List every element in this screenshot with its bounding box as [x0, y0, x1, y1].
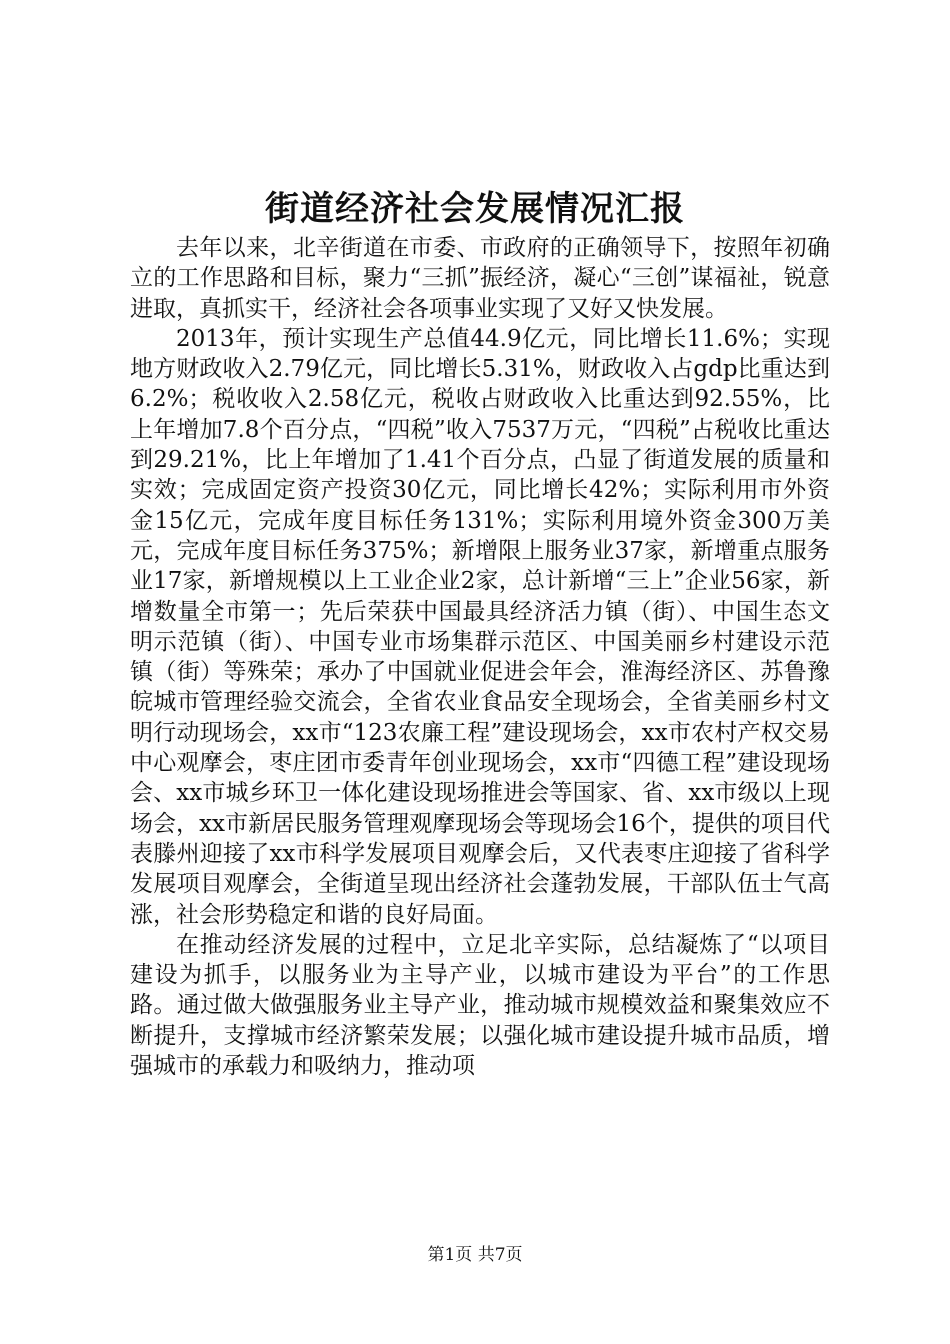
paragraph-intro: 去年以来，北辛街道在市委、市政府的正确领导下，按照年初确立的工作思路和目标，聚力“三抓”振经济，凝心“三创”谋福祉，锐意进取，真抓实干，经济社会各项事业实现了又好又快发展。 — [130, 235, 830, 322]
document-title: 街道经济社会发展情况汇报 — [265, 189, 685, 229]
paragraph-development-approach: 在推动经济发展的过程中，立足北辛实际，总结凝炼了“以项目建设为抓手，以服务业为主导产业，以城市建设为平台”的工作思路。通过做大做强服务业主导产业，推动城市规模效益和聚集效应不断提升，支撑城市经济繁荣发展；以强化城市建设提升城市品质，增强城市的承载力和吸纳力，推动项 — [130, 931, 830, 1080]
document-body — [130, 233, 830, 1081]
paragraph-2013-results: 2013年，预计实现生产总值44.9亿元，同比增长11.6%；实现地方财政收入2.79亿元，同比增长5.31%，财政收入占gdp比重达到6.2%；税收收入2.58亿元，税收占财政收入比重达到92.55%，比上年增加7.8个百分点，“四税”收入7537万元，“四税”占税收比重达到29.21%，比上年增加了1.41个百分点，凸显了街道发展的质量和实效；完成固定资产投资30亿元，同比增长42%；实际利用市外资金15亿元，完成年度目标任务131%；实际利用境外资金300万美元，完成年度目标任务375%；新增限上服务业37家，新增重点服务业17家，新增规模以上工业企业2家，总计新增“三上”企业56家，新增数量全市第一；先后荣获中国最具经济活力镇（街）、中国生态文明示范镇（街）、中国专业市场集群示范区、中国美丽乡村建设示范镇（街）等殊荣；承办了中国就业促进会年会，淮海经济区、苏鲁豫皖城市管理经验交流会，全省农业食品安全现场会，全省美丽乡村文明行动现场会，xx市“123农廉工程”建设现场会，xx市农村产权交易中心观摩会，枣庄团市委青年创业现场会，xx市“四德工程”建设现场会、xx市城乡环卫一体化建设现场推进会等国家、省、xx市级以上现场会，xx市新居民服务管理观摩现场会等现场会16个，提供的项目代表滕州迎接了xx市科学发展项目观摩会后，又代表枣庄迎接了省科学发展项目观摩会，全街道呈现出经济社会蓬勃发展，干部队伍士气高涨，社会形势稳定和谐的良好局面。 — [130, 325, 830, 928]
page-footer: 第1页 共7页 — [427, 1245, 523, 1265]
